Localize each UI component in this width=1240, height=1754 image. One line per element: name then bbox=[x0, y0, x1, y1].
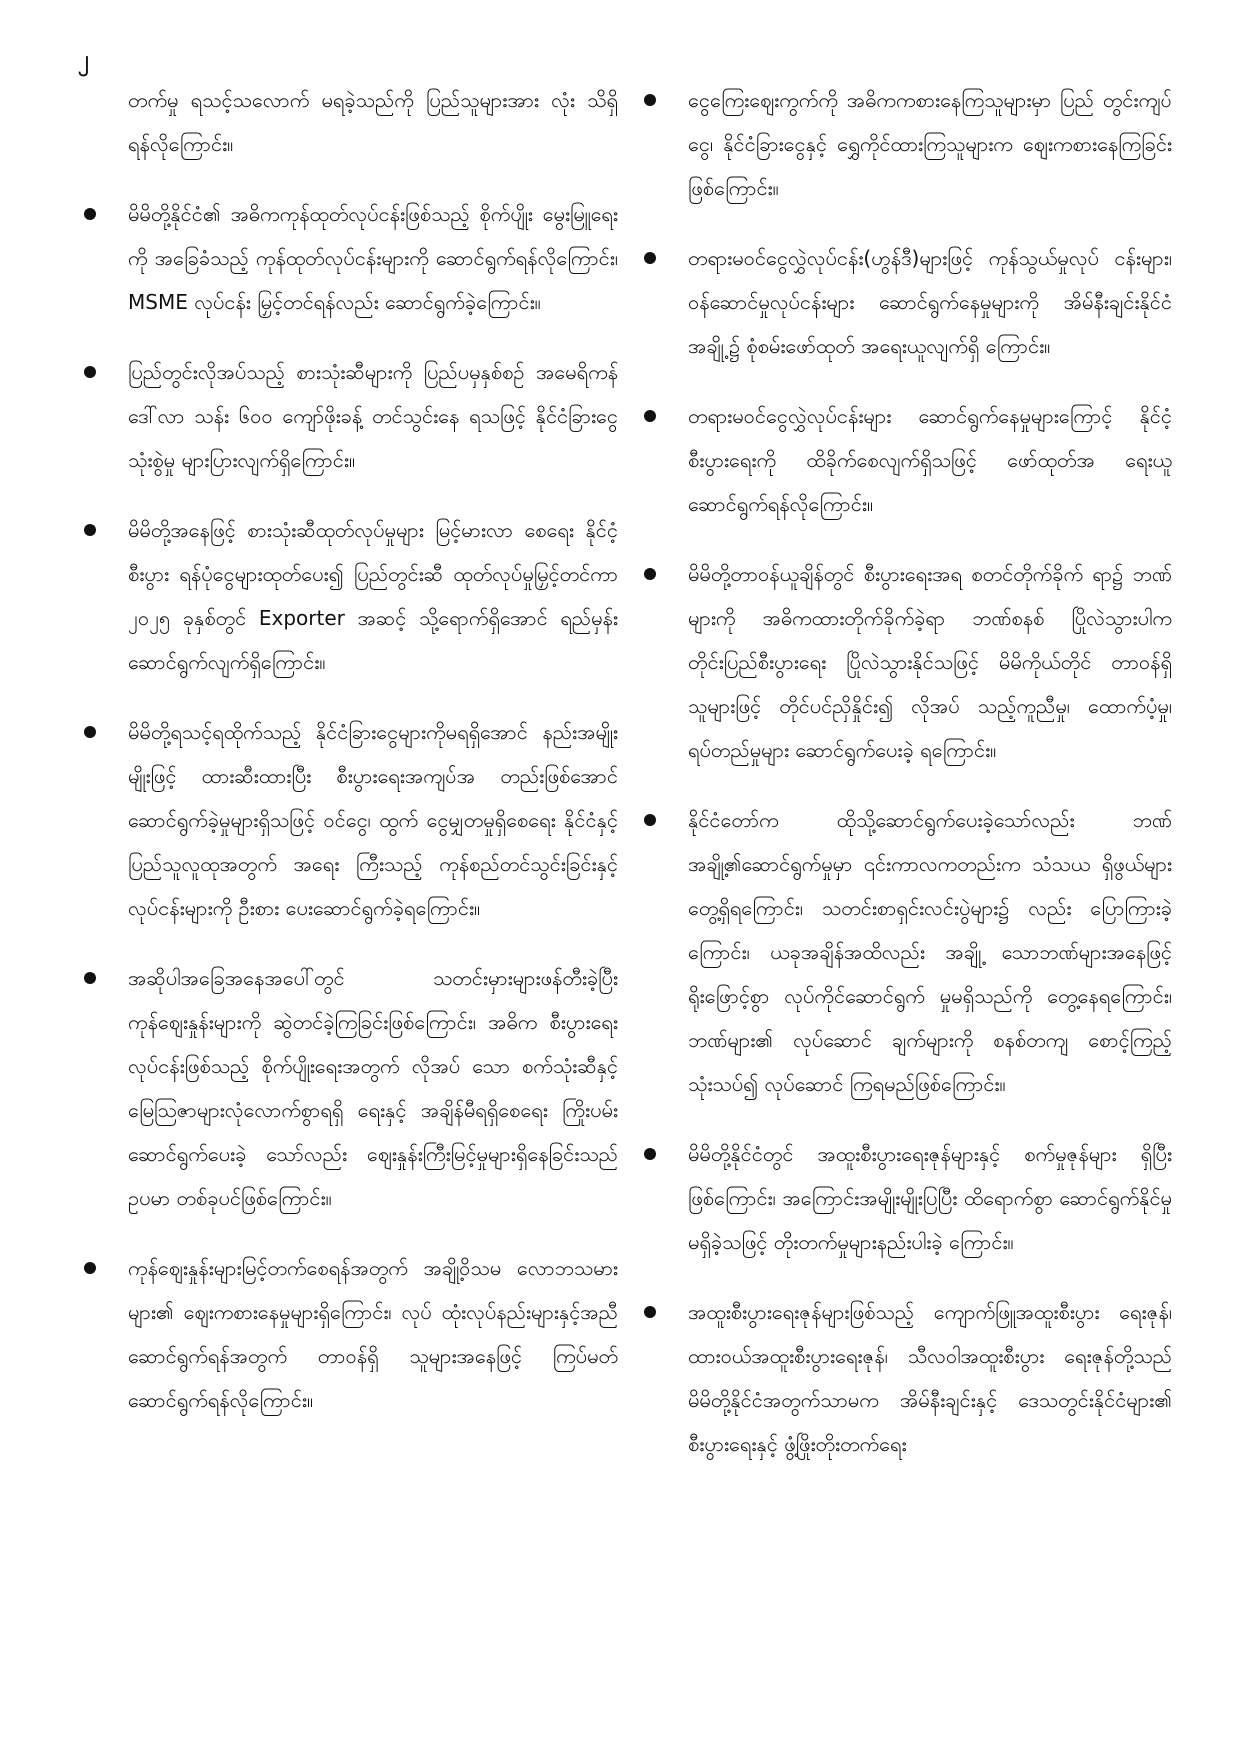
bullet-icon bbox=[84, 366, 96, 378]
bullet-icon bbox=[84, 726, 96, 738]
list-item bbox=[78, 710, 618, 930]
list-item bbox=[78, 508, 618, 684]
list-item-text: မိမိတို့တာဝန်ယူချိန်တွင် စီးပွားရေးအရ စတင်တိုက်ခိုက် ရာ၌ ဘဏ်များကို အဓိကထားတိုက်ခိုက်ခဲ့ရာ ဘဏ်စနစ် ပြိုလဲသွားပါက တိုင်းပြည်စီးပွားရေး ပြိုလဲသွားနိုင်သဖြင့် မိမိကိုယ်တိုင် တာဝန်ရှိသူများဖြင့် တိုင်ပင်ညှိနှိုင်း၍ လိုအပ် သည့်ကူညီမှု၊ ထောက်ပံ့မှု၊ ရပ်တည်မှုများ ဆောင်ရွက်ပေးခဲ့ ရကြောင်း။ bbox=[688, 562, 1172, 762]
left-column bbox=[78, 78, 618, 1448]
page-number: ၂ bbox=[78, 47, 89, 72]
bullet-icon bbox=[644, 568, 656, 580]
bullet-icon bbox=[84, 972, 96, 984]
bullet-icon bbox=[84, 524, 96, 536]
right-column bbox=[638, 78, 1172, 1492]
bullet-icon bbox=[644, 410, 656, 422]
list-item bbox=[78, 956, 618, 1220]
list-item bbox=[638, 798, 1172, 1106]
list-item bbox=[638, 552, 1172, 772]
list-item-text: မိမိတို့ရသင့်ရထိုက်သည့် နိုင်ငံခြားငွေများကိုမရရှိအောင် နည်းအမျိုးမျိုးဖြင့် ထားဆီးထားပြီး စီးပွားရေးအကျပ်အ တည်းဖြစ်အောင် ဆောင်ရွက်ခဲ့မှုများရှိသဖြင့် ဝင်ငွေ၊ ထွက် ငွေမျှတမှုရှိစေရေး နိုင်ငံနှင့်ပြည်သူလူထုအတွက် အရေး ကြီးသည့် ကုန်စည်တင်သွင်းခြင်းနှင့် လုပ်ငန်းများကို ဦးစား ပေးဆောင်ရွက်ခဲ့ရကြောင်း။ bbox=[128, 720, 618, 920]
bullet-icon bbox=[644, 94, 656, 106]
continuation-paragraph: တက်မှု ရသင့်သလောက် မရခဲ့သည်ကို ပြည်သူများအား လုံး သိရှိရန်လိုကြောင်း။ bbox=[128, 88, 618, 156]
list-item-text: တရားမဝင်ငွေလွှဲလုပ်ငန်းများ ဆောင်ရွက်နေမှုများကြောင့် နိုင်ငံ့စီးပွားရေးကို ထိခိုက်စေလျက်ရှိသဖြင့် ဖော်ထုတ်အ ရေးယူ ဆောင်ရွက်ရန်လိုကြောင်း။ bbox=[688, 404, 1172, 516]
list-item-text: ကုန်ဈေးနှုန်းများမြင့်တက်စေရန်အတွက် အချို့ဝိသမ လောဘသမားများ၏ ဈေးကစားနေမှုများရှိကြောင်း၊ လုပ် ထုံးလုပ်နည်းများနှင့်အညီ ဆောင်ရွက်ရန်အတွက် တာဝန်ရှိ သူများအနေဖြင့် ကြပ်မတ်ဆောင်ရွက်ရန်လိုကြောင်း။ bbox=[128, 1256, 618, 1412]
list-item-text: အဆိုပါအခြေအနေအပေါ်တွင် သတင်းမှားများဖန်တီးခဲ့ပြီး ကုန်ဈေးနှုန်းများကို ဆွဲတင်ခဲ့ကြခြင်းဖြစ်ကြောင်း၊ အဓိက စီးပွားရေးလုပ်ငန်းဖြစ်သည့် စိုက်ပျိုးရေးအတွက် လိုအပ် သော စက်သုံးဆီနှင့် မြေဩဇာများလုံလောက်စွာရရှိ ရေးနှင့် အချိန်မီရရှိစေရေး ကြိုးပမ်းဆောင်ရွက်ပေးခဲ့ သော်လည်း ဈေးနှုန်းကြီးမြင့်မှုများရှိနေခြင်းသည် ဥပမာ တစ်ခုပင်ဖြစ်ကြောင်း။ bbox=[128, 966, 618, 1210]
list-item-text: နိုင်ငံတော်က ထိုသို့ဆောင်ရွက်ပေးခဲ့သော်လည်း ဘဏ် အချို့၏ဆောင်ရွက်မှုမှာ ၎င်းကာလကတည်းက သံသယ ရှိဖွယ်များ တွေ့ရှိရကြောင်း၊ သတင်းစာရှင်းလင်းပွဲများ၌ လည်း ပြောကြားခဲ့ကြောင်း၊ ယခုအချိန်အထိလည်း အချို့ သောဘဏ်များအနေဖြင့် ရိုးဖြောင့်စွာ လုပ်ကိုင်ဆောင်ရွက် မှုမရှိသည်ကို တွေ့နေရကြောင်း၊ ဘဏ်များ၏ လုပ်ဆောင် ချက်များကို စနစ်တကျ စောင့်ကြည့်သုံးသပ်၍ လုပ်ဆောင် ကြရမည်ဖြစ်ကြောင်း။ bbox=[688, 808, 1172, 1096]
list-item bbox=[78, 1246, 618, 1422]
list-item-text: မိမိတို့နိုင်ငံ၏ အဓိကကုန်ထုတ်လုပ်ငန်းဖြစ်သည့် စိုက်ပျိုး မွေးမြူရေးကို အခြေခံသည့် ကုန်ထုတ်လုပ်ငန်းများကို ဆောင်ရွက်ရန်လိုကြောင်း၊ MSME လုပ်ငန်း မြှင့်တင်ရန်လည်း ဆောင်ရွက်ခဲ့ကြောင်း။ bbox=[128, 202, 618, 314]
list-item bbox=[638, 78, 1172, 210]
list-item bbox=[78, 192, 618, 324]
list-item-text: မိမိတို့အနေဖြင့် စားသုံးဆီထုတ်လုပ်မှုများ မြင့်မားလာ စေရေး နိုင်ငံ့စီးပွား ရန်ပုံငွေများထုတ်ပေး၍ ပြည်တွင်းဆီ ထုတ်လုပ်မှုမြှင့်တင်ကာ ၂၀၂၅ ခုနှစ်တွင် Exporter အဆင့် သို့ရောက်ရှိအောင် ရည်မှန်းဆောင်ရွက်လျက်ရှိကြောင်း။ bbox=[128, 518, 618, 674]
list-item-text: မိမိတို့နိုင်ငံတွင် အထူးစီးပွားရေးဇုန်များနှင့် စက်မှုဇုန်များ ရှိပြီးဖြစ်ကြောင်း၊ အကြောင်းအမျိုးမျိုးပြပြီး ထိရောက်စွာ ဆောင်ရွက်နိုင်မှုမရှိခဲ့သဖြင့် တိုးတက်မှုများနည်းပါးခဲ့ ကြောင်း။ bbox=[688, 1142, 1172, 1254]
list-item bbox=[638, 1290, 1172, 1466]
bullet-icon bbox=[644, 1306, 656, 1318]
list-item bbox=[78, 350, 618, 482]
bullet-icon bbox=[644, 252, 656, 264]
list-item bbox=[638, 236, 1172, 368]
list-item-text: အထူးစီးပွားရေးဇုန်များဖြစ်သည့် ကျောက်ဖြူအထူးစီးပွား ရေးဇုန်၊ ထားဝယ်အထူးစီးပွားရေးဇုန်၊ သီလဝါအထူးစီးပွား ရေးဇုန်တို့သည် မိမိတို့နိုင်ငံအတွက်သာမက အိမ်နီးချင်းနှင့် ဒေသတွင်းနိုင်ငံများ၏ စီးပွားရေးနှင့် ဖွံ့ဖြိုးတိုးတက်ရေး bbox=[688, 1300, 1172, 1456]
list-item-text: ငွေကြေးဈေးကွက်ကို အဓိကကစားနေကြသူများမှာ ပြည် တွင်းကျပ်ငွေ၊ နိုင်ငံခြားငွေနှင့် ရွှေကိုင်ထားကြသူများက ဈေးကစားနေကြခြင်းဖြစ်ကြောင်း။ bbox=[688, 88, 1172, 200]
list-item bbox=[638, 1132, 1172, 1264]
list-item bbox=[638, 394, 1172, 526]
bullet-icon bbox=[644, 814, 656, 826]
bullet-icon bbox=[84, 208, 96, 220]
list-item-text: ပြည်တွင်းလိုအပ်သည့် စားသုံးဆီများကို ပြည်ပမှနှစ်စဉ် အမေရိကန်ဒေါ်လာ သန်း ၆၀၀ ကျော်ဖိုးခန့် တင်သွင်းနေ ရသဖြင့် နိုင်ငံခြားငွေသုံးစွဲမှု များပြားလျက်ရှိကြောင်း။ bbox=[128, 360, 618, 472]
bullet-icon bbox=[84, 1262, 96, 1274]
list-item-text: တရားမဝင်ငွေလွှဲလုပ်ငန်း(ဟွန်ဒီ)များဖြင့် ကုန်သွယ်မှုလုပ် ငန်းများ၊ ဝန်ဆောင်မှုလုပ်ငန်းများ ဆောင်ရွက်နေမှုများကို အိမ်နီးချင်းနိုင်ငံအချို့၌ စုံစမ်းဖော်ထုတ် အရေးယူလျက်ရှိ ကြောင်း။ bbox=[688, 246, 1172, 358]
bullet-icon bbox=[644, 1148, 656, 1160]
